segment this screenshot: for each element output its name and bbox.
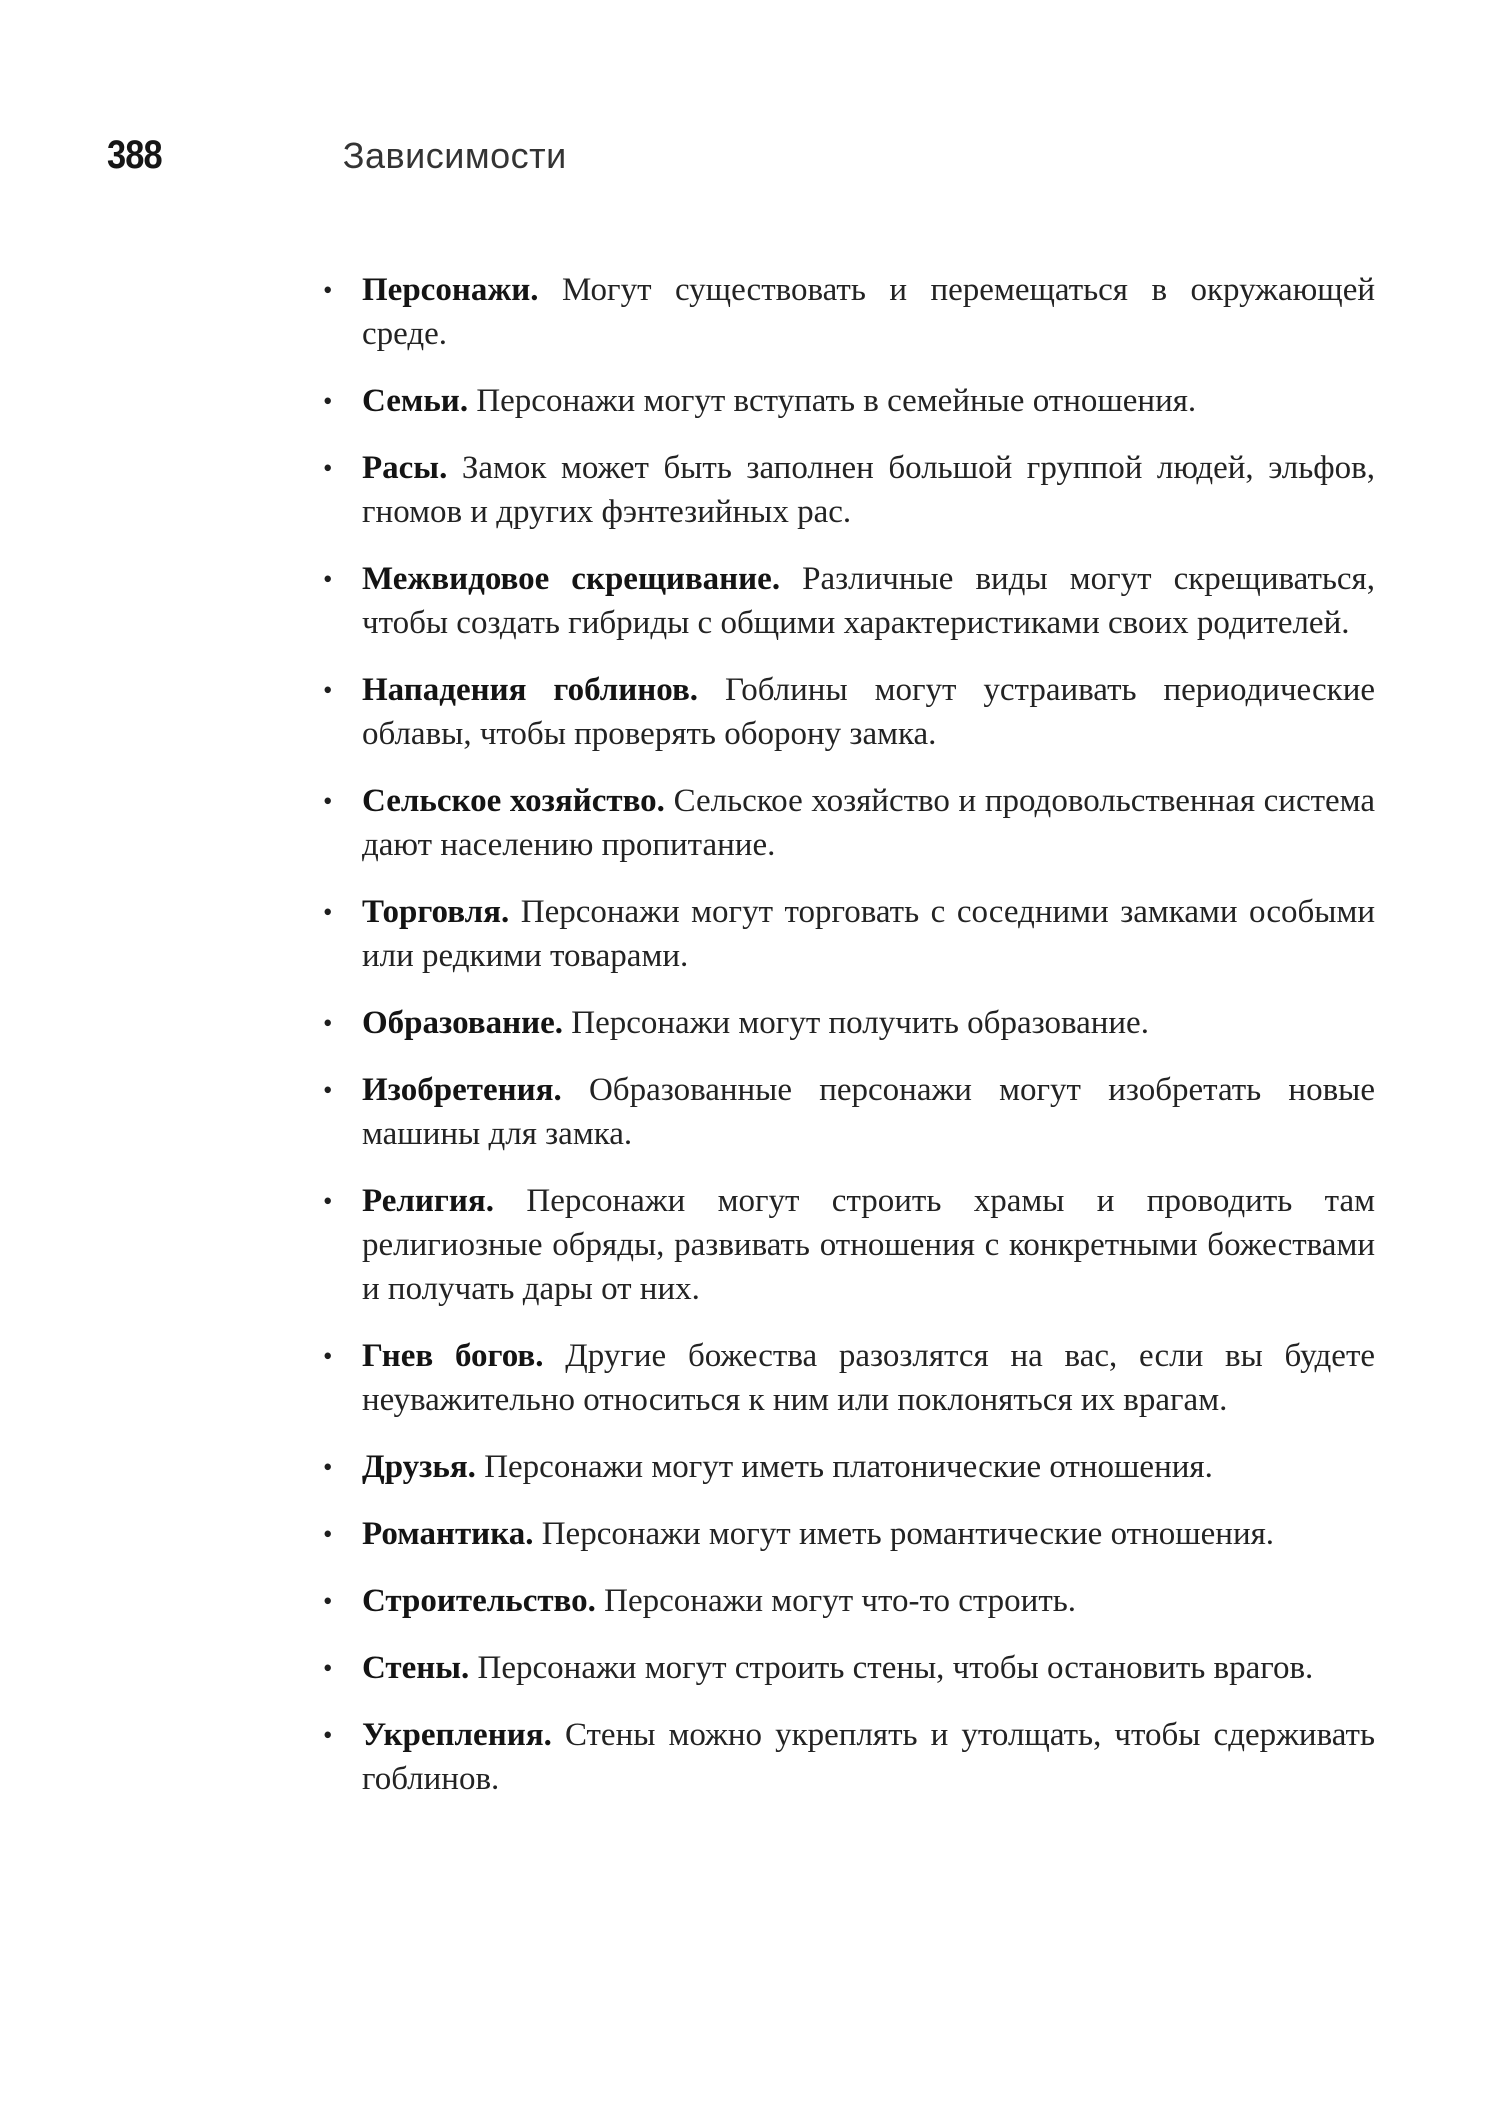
item-term: Торговля. <box>362 894 510 930</box>
item-term: Расы. <box>362 450 448 486</box>
running-title: Зависимости <box>342 135 567 176</box>
item-term: Друзья. <box>362 1449 476 1485</box>
list-item <box>323 379 1375 423</box>
item-term: Религия. <box>362 1183 494 1219</box>
item-term: Романтика. <box>362 1516 534 1552</box>
item-term: Укрепления. <box>362 1717 552 1753</box>
list-item-text <box>362 890 1375 978</box>
list-item <box>323 779 1375 867</box>
item-term: Нападения гоблинов. <box>362 672 699 708</box>
bullet-dot-icon: • <box>323 1008 333 1038</box>
list-item <box>323 1445 1375 1489</box>
item-term: Строительство. <box>362 1583 596 1619</box>
page-number: 388 <box>107 133 162 177</box>
item-description: Стены можно укреплять и утолщать, чтобы сдерживать гоблинов. <box>362 1717 1376 1797</box>
item-term: Образование. <box>362 1005 564 1041</box>
list-item-text <box>362 379 1375 423</box>
item-description: Персонажи могут что-то строить. <box>604 1583 1077 1619</box>
list-item-text <box>362 1579 1375 1623</box>
item-description: Образованные персонажи могут изобретать новые машины для замка. <box>362 1072 1375 1152</box>
bullet-dot-icon: • <box>323 1586 333 1616</box>
bullet-dot-icon: • <box>323 897 333 927</box>
list-item-text <box>362 1001 1375 1045</box>
list-item <box>323 1001 1375 1045</box>
list-item-text <box>362 1334 1375 1422</box>
list-item-text <box>362 1445 1375 1489</box>
page-header <box>107 133 1393 178</box>
item-description: Персонажи могут иметь романтические отношения. <box>541 1516 1275 1552</box>
item-description: Могут существовать и перемещаться в окружающей среде. <box>362 272 1375 352</box>
list-item <box>323 668 1375 756</box>
item-description: Замок может быть заполнен большой группой людей, эльфов, гномов и других фэнтезийных рас. <box>362 450 1375 530</box>
list-item <box>323 1512 1375 1556</box>
bullet-dot-icon: • <box>323 1653 333 1683</box>
item-description: Персонажи могут строить стены, чтобы остановить врагов. <box>477 1650 1314 1686</box>
item-description: Гоблины могут устраивать периодические облавы, чтобы проверять оборону замка. <box>362 672 1376 752</box>
bullet-dot-icon: • <box>323 1519 333 1549</box>
list-item <box>323 1068 1375 1156</box>
item-description: Персонажи могут иметь платонические отношения. <box>484 1449 1213 1485</box>
list-item <box>323 890 1375 978</box>
item-description: Персонажи могут получить образование. <box>571 1005 1149 1041</box>
item-description: Различные виды могут скрещиваться, чтобы создать гибриды с общими характеристиками своих родителей. <box>362 561 1375 641</box>
list-item-text <box>362 668 1375 756</box>
bullet-list <box>323 268 1375 1824</box>
list-item <box>323 1579 1375 1623</box>
bullet-dot-icon: • <box>323 453 333 483</box>
list-item <box>323 557 1375 645</box>
item-description: Персонажи могут вступать в семейные отношения. <box>476 383 1197 419</box>
list-item <box>323 446 1375 534</box>
item-term: Сельское хозяйство. <box>362 783 665 819</box>
list-item <box>323 1713 1375 1801</box>
bullet-dot-icon: • <box>323 1341 333 1371</box>
item-term: Межвидовое скрещивание. <box>362 561 781 597</box>
list-item <box>323 1334 1375 1422</box>
item-term: Стены. <box>362 1650 470 1686</box>
list-item <box>323 1646 1375 1690</box>
bullet-dot-icon: • <box>323 1186 333 1216</box>
bullet-dot-icon: • <box>323 564 333 594</box>
list-item-text <box>362 1512 1375 1556</box>
list-item-text <box>362 1179 1375 1311</box>
list-item-text <box>362 446 1375 534</box>
item-description: Другие божества разозлятся на вас, если вы будете неуважительно относиться к ним или поклоняться их врагам. <box>362 1338 1376 1418</box>
bullet-dot-icon: • <box>323 675 333 705</box>
item-term: Изобретения. <box>362 1072 562 1108</box>
list-item-text <box>362 1068 1375 1156</box>
item-description: Персонажи могут строить храмы и проводить там религиозные обряды, развивать отношения с конкретными божествами и получать дары от них. <box>362 1183 1375 1307</box>
list-item-text <box>362 779 1375 867</box>
item-description: Персонажи могут торговать с соседними замками особыми или редкими товарами. <box>362 894 1376 974</box>
bullet-dot-icon: • <box>323 275 333 305</box>
bullet-dot-icon: • <box>323 386 333 416</box>
item-description: Сельское хозяйство и продовольственная система дают населению пропитание. <box>362 783 1375 863</box>
item-term: Семьи. <box>362 383 469 419</box>
bullet-dot-icon: • <box>323 1452 333 1482</box>
bullet-dot-icon: • <box>323 786 333 816</box>
item-term: Гнев богов. <box>362 1338 544 1374</box>
list-item-text <box>362 1713 1375 1801</box>
list-item-text <box>362 1646 1375 1690</box>
list-item <box>323 1179 1375 1311</box>
list-item-text <box>362 268 1375 356</box>
list-item <box>323 268 1375 356</box>
item-term: Персонажи. <box>362 272 539 308</box>
bullet-dot-icon: • <box>323 1075 333 1105</box>
bullet-dot-icon: • <box>323 1720 333 1750</box>
list-item-text <box>362 557 1375 645</box>
